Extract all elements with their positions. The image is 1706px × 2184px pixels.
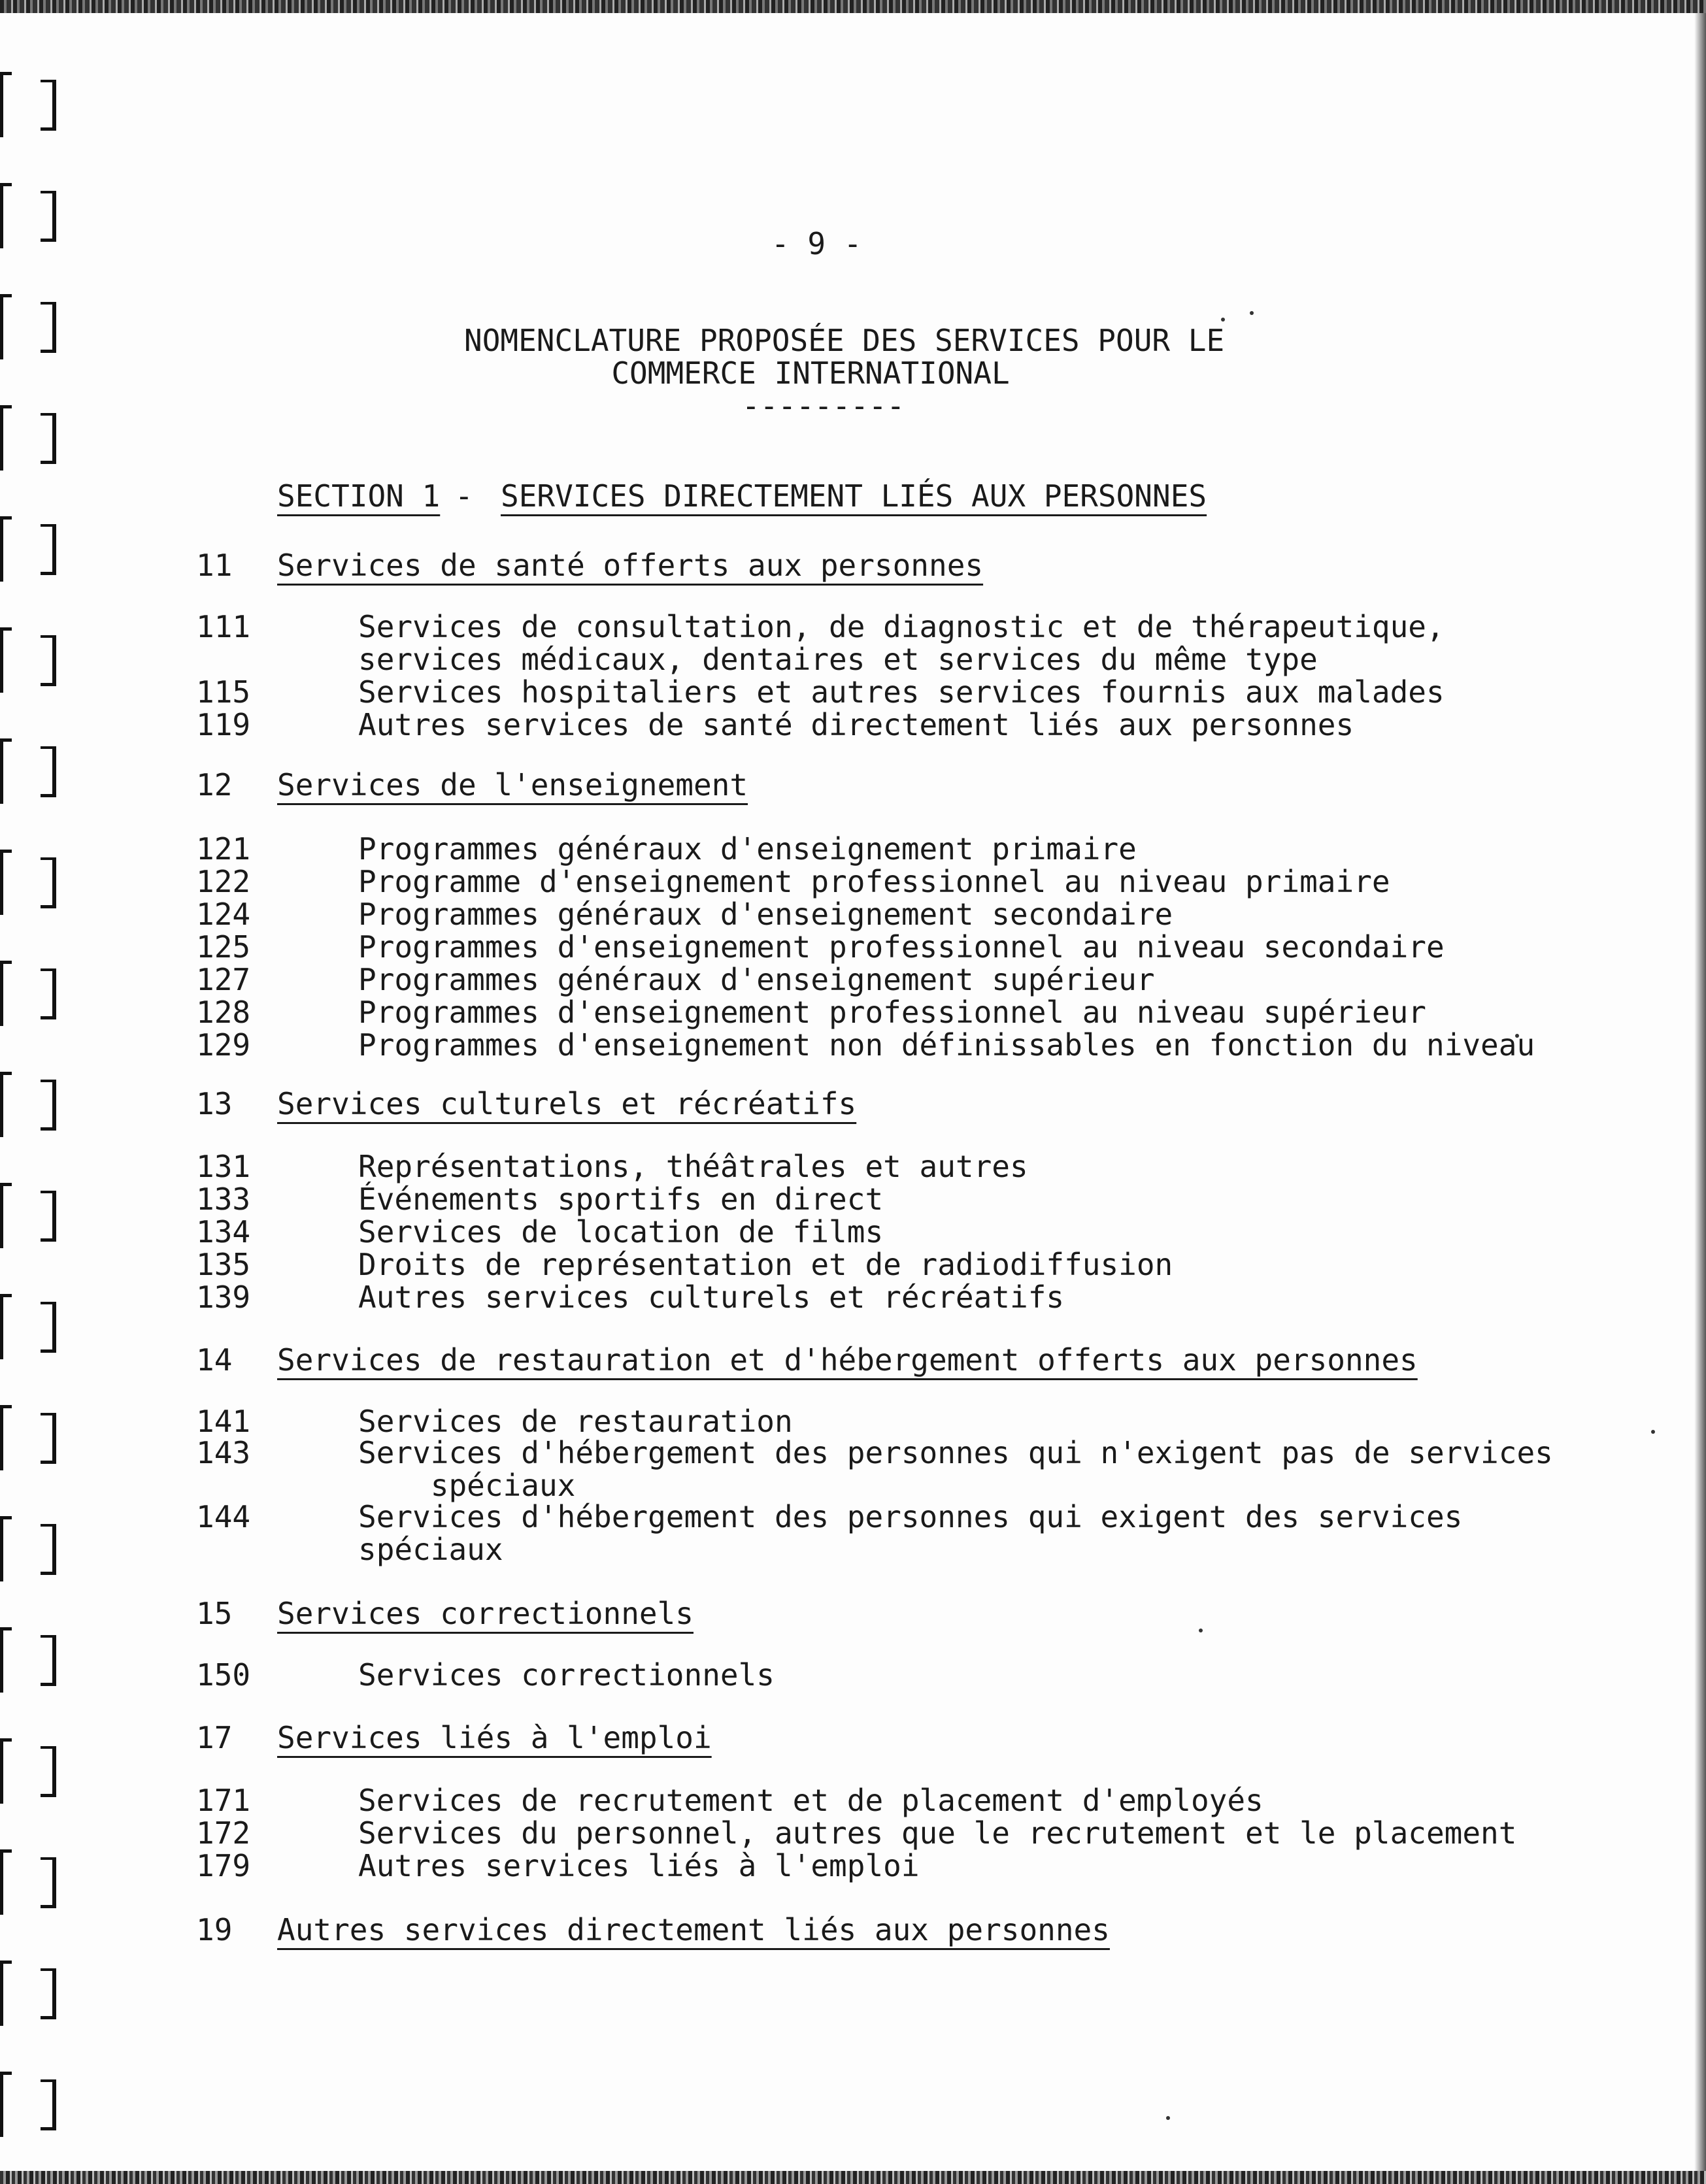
binding-ring xyxy=(0,183,65,248)
item-code: 111 xyxy=(196,609,251,644)
item-code: 171 xyxy=(196,1783,251,1818)
scan-speck xyxy=(1651,1430,1655,1434)
binding-ring xyxy=(0,1516,65,1581)
binding-ring xyxy=(0,2072,65,2137)
item-code: 115 xyxy=(196,674,251,710)
item-code: 128 xyxy=(196,995,251,1030)
spiral-binding xyxy=(0,26,72,2137)
binding-ring xyxy=(0,850,65,915)
item-description: Services du personnel, autres que le recrutement et le placement xyxy=(358,1815,1517,1851)
item-description: Autres services de santé directement liés aux personnes xyxy=(358,707,1354,742)
binding-ring xyxy=(0,1405,65,1470)
item-code: 119 xyxy=(196,707,251,742)
item-code: 131 xyxy=(196,1149,251,1184)
group-heading: Services liés à l'emploi xyxy=(277,1720,712,1755)
item-description: Services de recrutement et de placement d'employés xyxy=(358,1783,1263,1818)
item-description: Services correctionnels xyxy=(358,1657,775,1693)
binding-ring xyxy=(0,627,65,693)
binding-ring xyxy=(0,1627,65,1693)
group-heading: Autres services directement liés aux personnes xyxy=(277,1912,1110,1947)
item-description: Programmes d'enseignement professionnel au niveau secondaire xyxy=(358,929,1445,965)
item-description: Services d'hébergement des personnes qui n'exigent pas de services xyxy=(358,1435,1553,1470)
binding-ring xyxy=(0,294,65,359)
binding-ring xyxy=(0,1961,65,2026)
group-code: 17 xyxy=(196,1720,233,1755)
group-heading: Services de santé offerts aux personnes xyxy=(277,548,984,583)
binding-ring xyxy=(0,72,65,137)
document-title-line2: COMMERCE INTERNATIONAL xyxy=(611,356,1010,391)
binding-ring xyxy=(0,1849,65,1915)
group-heading: Services correctionnels xyxy=(277,1596,694,1631)
item-description: Programmes d'enseignement professionnel au niveau supérieur xyxy=(358,995,1426,1030)
item-description: Services de restauration xyxy=(358,1404,793,1439)
item-code: 122 xyxy=(196,864,251,899)
binding-ring xyxy=(0,1738,65,1804)
item-code: 143 xyxy=(196,1435,251,1470)
binding-ring xyxy=(0,1294,65,1359)
item-code: 144 xyxy=(196,1499,251,1534)
section-name: SERVICES DIRECTEMENT LIÉS AUX PERSONNES xyxy=(501,478,1207,514)
item-code: 139 xyxy=(196,1280,251,1315)
item-description: Services de consultation, de diagnostic et de thérapeutique, xyxy=(358,609,1445,644)
group-heading: Services culturels et récréatifs xyxy=(277,1086,857,1121)
item-description: spéciaux xyxy=(358,1468,576,1503)
item-description: Programme d'enseignement professionnel au niveau primaire xyxy=(358,864,1390,899)
item-description: Autres services liés à l'emploi xyxy=(358,1848,920,1883)
scan-speck xyxy=(1166,2116,1170,2120)
group-code: 14 xyxy=(196,1342,233,1378)
item-description: Programmes généraux d'enseignement primaire xyxy=(358,831,1137,867)
item-description: Programmes d'enseignement non définissables en fonction du niveau xyxy=(358,1027,1535,1063)
binding-ring xyxy=(0,961,65,1026)
scan-edge-top xyxy=(0,0,1706,13)
item-code: 135 xyxy=(196,1247,251,1282)
scan-speck xyxy=(1199,1629,1203,1632)
item-description: Programmes généraux d'enseignement secondaire xyxy=(358,897,1173,932)
group-code: 11 xyxy=(196,548,233,583)
item-description: Programmes généraux d'enseignement supérieur xyxy=(358,962,1155,997)
item-code: 133 xyxy=(196,1182,251,1217)
item-description: Événements sportifs en direct xyxy=(358,1182,884,1217)
item-code: 121 xyxy=(196,831,251,867)
title-underline-dashes: --------- xyxy=(742,388,905,423)
item-code: 179 xyxy=(196,1848,251,1883)
group-heading: Services de restauration et d'hébergement offerts aux personnes xyxy=(277,1342,1418,1378)
item-code: 125 xyxy=(196,929,251,965)
group-heading: Services de l'enseignement xyxy=(277,767,748,802)
item-description: spéciaux xyxy=(358,1532,503,1567)
binding-ring xyxy=(0,516,65,582)
scan-edge-bottom xyxy=(0,2171,1706,2184)
group-code: 19 xyxy=(196,1912,233,1947)
item-description: services médicaux, dentaires et services du même type xyxy=(358,642,1318,677)
scan-speck xyxy=(1221,318,1225,322)
item-code: 124 xyxy=(196,897,251,932)
section-label: SECTION 1 xyxy=(277,478,441,514)
item-code: 150 xyxy=(196,1657,251,1693)
item-code: 134 xyxy=(196,1214,251,1249)
document-title-line1: NOMENCLATURE PROPOSÉE DES SERVICES POUR LE xyxy=(464,323,1225,358)
item-description: Services de location de films xyxy=(358,1214,884,1249)
scan-edge-right xyxy=(1694,13,1706,2171)
item-description: Droits de représentation et de radiodiffusion xyxy=(358,1247,1173,1282)
item-description: Services hospitaliers et autres services fournis aux malades xyxy=(358,674,1445,710)
item-code: 141 xyxy=(196,1404,251,1439)
section-dash: - xyxy=(455,478,473,514)
group-code: 15 xyxy=(196,1596,233,1631)
item-code: 129 xyxy=(196,1027,251,1063)
binding-ring xyxy=(0,1183,65,1248)
item-code: 172 xyxy=(196,1815,251,1851)
group-code: 13 xyxy=(196,1086,233,1121)
item-description: Autres services culturels et récréatifs xyxy=(358,1280,1065,1315)
binding-ring xyxy=(0,1072,65,1137)
binding-ring xyxy=(0,405,65,471)
item-description: Représentations, théâtrales et autres xyxy=(358,1149,1028,1184)
page-number: - 9 - xyxy=(771,226,862,261)
item-code: 127 xyxy=(196,962,251,997)
scan-speck xyxy=(1250,311,1254,315)
item-description: Services d'hébergement des personnes qui exigent des services xyxy=(358,1499,1463,1534)
binding-ring xyxy=(0,738,65,804)
group-code: 12 xyxy=(196,767,233,802)
